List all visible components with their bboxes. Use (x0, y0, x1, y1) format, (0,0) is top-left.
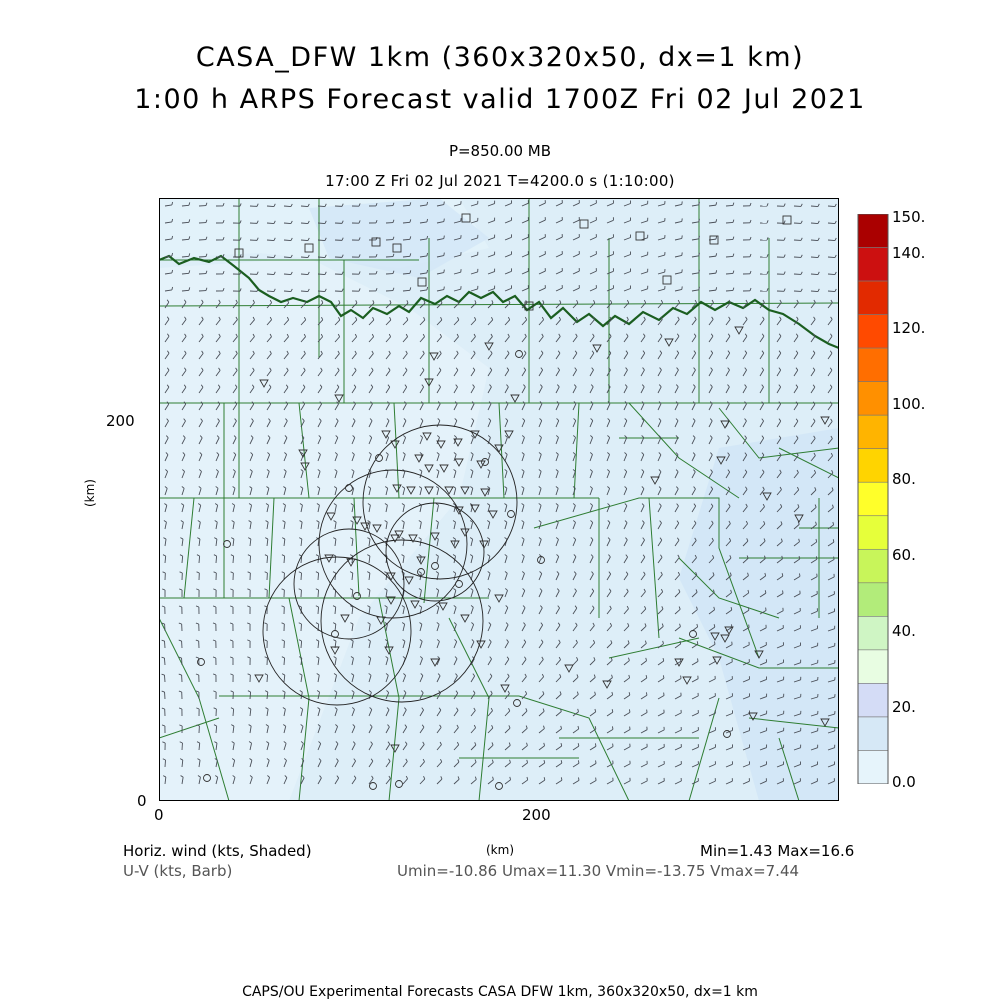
colorbar (857, 214, 889, 784)
colorbar-label: 0.0 (892, 773, 916, 791)
colorbar-label: 120. (892, 319, 926, 337)
wind-speed-shading (159, 198, 839, 801)
y-tick-0: 0 (137, 792, 147, 810)
x-tick-0: 0 (154, 806, 164, 824)
y-tick-200: 200 (106, 412, 135, 430)
min-max-label: Min=1.43 Max=16.6 (700, 842, 855, 860)
colorbar-label: 40. (892, 622, 916, 640)
y-axis-label: (km) (83, 478, 98, 508)
uv-extrema-label: Umin=-10.86 Umax=11.30 Vmin=-13.75 Vmax=7.44 (397, 862, 800, 880)
plot-title-line1: CASA_DFW 1km (360x320x50, dx=1 km) (195, 42, 805, 73)
colorbar-label: 100. (892, 395, 926, 413)
colorbar-label: 20. (892, 698, 916, 716)
colorbar-label: 150. (892, 208, 926, 226)
x-tick-200: 200 (522, 806, 551, 824)
shaded-field-label: Horiz. wind (kts, Shaded) (123, 842, 312, 860)
plot-title-line2: 1:00 h ARPS Forecast valid 1700Z Fri 02 Jul 2021 (134, 84, 866, 115)
wind-map (159, 198, 839, 801)
colorbar-label: 60. (892, 546, 916, 564)
colorbar-label: 140. (892, 244, 926, 262)
footer-credit: CAPS/OU Experimental Forecasts CASA DFW 1km, 360x320x50, dx=1 km (242, 984, 758, 1000)
pressure-level-label: P=850.00 MB (448, 142, 552, 160)
colorbar-label: 80. (892, 470, 916, 488)
x-axis-label: (km) (486, 843, 515, 857)
barb-field-label: U-V (kts, Barb) (123, 862, 233, 880)
valid-time-label: 17:00 Z Fri 02 Jul 2021 T=4200.0 s (1:10:00) (325, 172, 675, 190)
